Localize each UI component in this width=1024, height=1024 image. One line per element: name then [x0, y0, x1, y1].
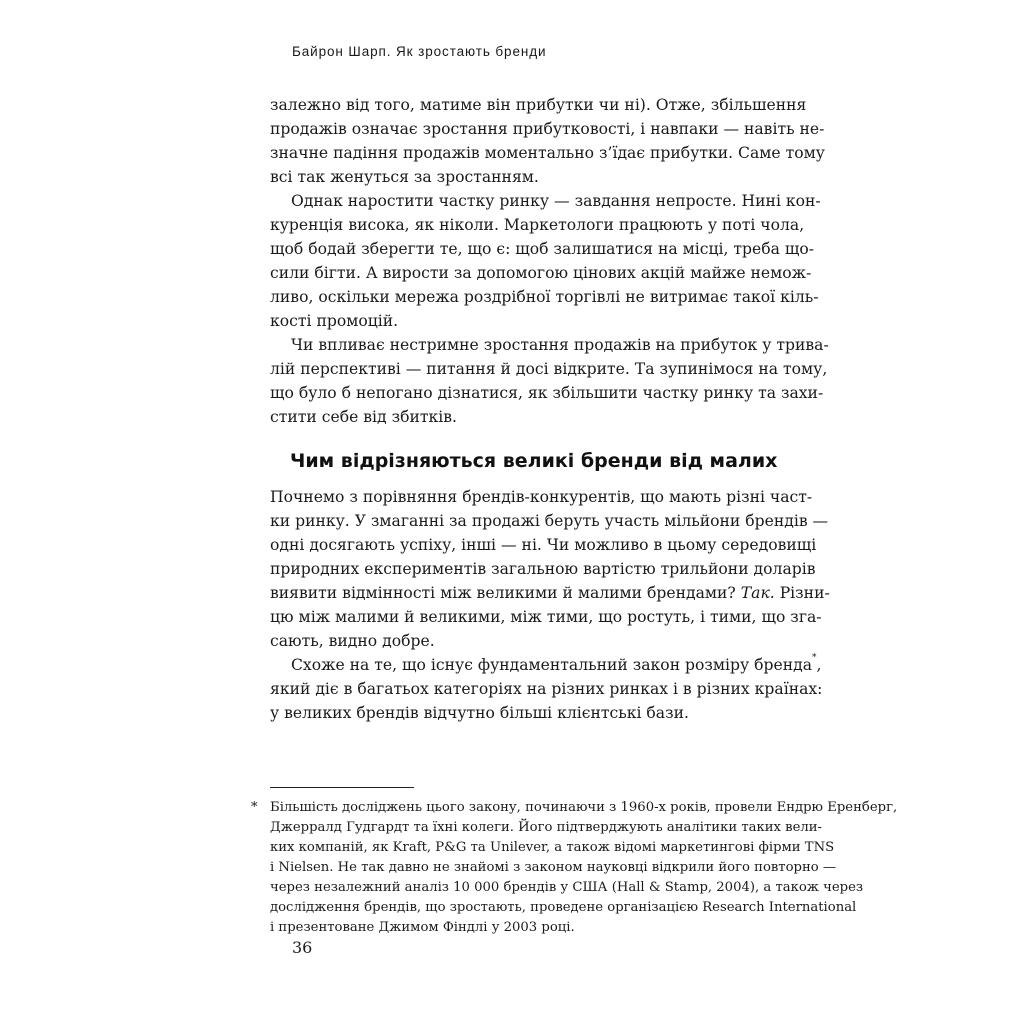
footnote-line: Джерралд Гудгардт та їхні колеги. Його підтверджують аналітики таких вели-: [270, 820, 822, 835]
text-line: значне падіння продажів моментально з’їдає прибутки. Саме тому: [270, 144, 825, 162]
text-run: ,: [816, 656, 822, 674]
text-line: стити себе від збитків.: [270, 408, 457, 426]
footnote-line: і презентоване Джимом Фіндлі у 2003 році.: [270, 920, 575, 935]
text-line: щоб бодай зберегти те, що є: щоб залишатися на місці, треба що-: [270, 240, 815, 258]
footnote-line: ких компаній, як Kraft, P&G та Unilever, а також відомі маркетингові фірми TNS: [270, 840, 835, 855]
text-line: Почнемо з порівняння брендів-конкурентів, що мають різні част-: [270, 488, 813, 506]
text-run: Схоже на те, що існує фундаментальний закон розміру бренда: [291, 656, 813, 674]
text-line: ливо, оскільки мережа роздрібної торгівлі не витримає такої кіль-: [270, 288, 819, 306]
text-line: цю між малими й великими, між тими, що ростуть, і тими, що зга-: [270, 608, 822, 626]
footnote-line: Більшість досліджень цього закону, починаючи з 1960-х років, провели Ендрю Еренберг,: [270, 800, 898, 815]
text-line: сають, видно добре.: [270, 632, 435, 650]
text-line: кості промоцій.: [270, 312, 399, 330]
text-line: Однак наростити частку ринку — завдання непросте. Нині кон-: [291, 192, 821, 210]
text-run: виявити відмінності між великими й малими брендами?: [270, 584, 741, 602]
italic-answer: Так.: [740, 584, 775, 602]
body-text-top: [270, 93, 829, 429]
footnote-reference[interactable]: *: [812, 653, 817, 663]
section-heading: Чим відрізняються великі бренди від малих: [290, 450, 778, 472]
footnote-line: через незалежний аналіз 10 000 брендів у США (Hall & Stamp, 2004), а також через: [270, 880, 864, 895]
page-number: 36: [292, 938, 313, 957]
footnote-marker: *: [251, 800, 258, 815]
text-line: залежно від того, матиме він прибутки чи ні). Отже, збільшення: [270, 96, 807, 114]
footnote-line: дослідження брендів, що зростають, проведене організацією Research International: [270, 900, 857, 915]
text-line: одні досягають успіху, інші — ні. Чи можливо в цьому середовищі: [270, 536, 817, 554]
text-line: що було б непогано дізнатися, як збільшити частку ринку та захи-: [270, 384, 824, 402]
footnote-divider: [270, 787, 414, 788]
text-line: у великих брендів відчутно більші клієнтські бази.: [270, 704, 689, 722]
body-text-section: [270, 485, 830, 725]
text-line: який діє в багатьох категоріях на різних ринках і в різних країнах:: [270, 680, 823, 698]
text-line: продажів означає зростання прибутковості, і навпаки — навіть не-: [270, 120, 825, 138]
text-line: куренція висока, як ніколи. Маркетологи працюють у поті чола,: [270, 216, 805, 234]
text-run: Різни-: [774, 584, 830, 602]
text-line: сили бігти. А вирости за допомогою цінових акцій майже немож-: [270, 264, 812, 282]
running-head: Байрон Шарп. Як зростають бренди: [292, 44, 547, 59]
text-line: Чи впливає нестримне зростання продажів на прибуток у трива-: [291, 336, 829, 354]
text-line: ки ринку. У змаганні за продажі беруть участь мільйони брендів —: [270, 512, 829, 530]
footnote-text: [270, 798, 898, 938]
footnote-line: і Nielsen. Не так давно не знайомі з законом науковці відкрили його повторно —: [270, 860, 837, 875]
text-line-with-italic: [270, 581, 830, 605]
text-line: лій перспективі — питання й досі відкрите. Та зупинімося на тому,: [270, 360, 828, 378]
text-line-with-note: [270, 653, 822, 677]
text-line: природних експериментів загальною вартістю трильйони доларів: [270, 560, 816, 578]
text-line: всі так женуться за зростанням.: [270, 168, 539, 186]
